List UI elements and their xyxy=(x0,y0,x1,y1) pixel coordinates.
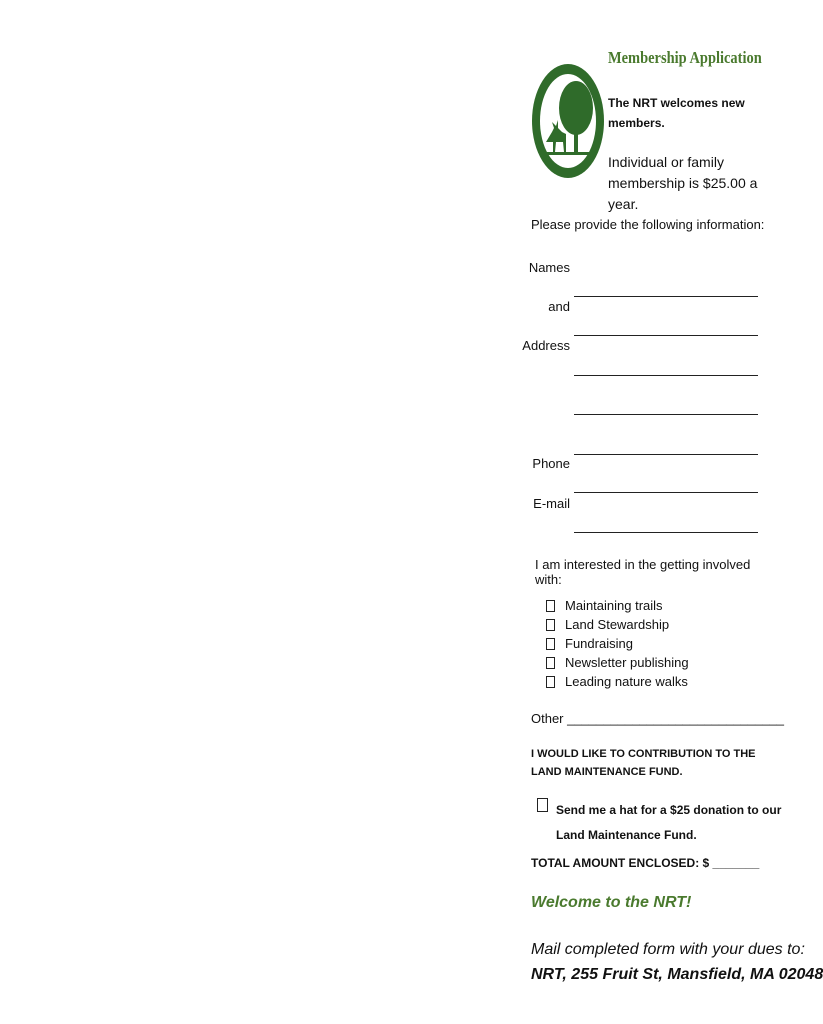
checkbox[interactable] xyxy=(546,638,555,650)
names-label: Names xyxy=(528,260,570,275)
interests-heading: I am interested in the getting involved with: xyxy=(535,557,751,587)
names-line-2[interactable] xyxy=(574,335,758,336)
address-label: Address xyxy=(522,338,570,353)
interest-option-label: Fundraising xyxy=(565,636,633,651)
mailing-address: NRT, 255 Fruit St, Mansfield, MA 02048 xyxy=(531,966,823,983)
other-interest-field[interactable]: Other ______________________________ xyxy=(531,711,785,726)
hat-donation-text-1: Send me a hat for a $25 donation to our xyxy=(556,803,782,817)
contribution-heading: I WOULD LIKE TO CONTRIBUTION TO THE LAND MAINTENANCE FUND. xyxy=(531,748,756,778)
checkbox[interactable] xyxy=(546,619,555,631)
checkbox[interactable] xyxy=(546,657,555,669)
interest-option[interactable] xyxy=(546,653,689,672)
interest-option-label: Leading nature walks xyxy=(565,674,688,689)
checkbox[interactable] xyxy=(546,600,555,612)
interest-option-label: Newsletter publishing xyxy=(565,655,689,670)
email-label: E-mail xyxy=(533,496,570,511)
welcome-text: The NRT welcomes new members. xyxy=(608,96,745,130)
address-line-1[interactable] xyxy=(574,375,758,376)
page-title: Membership Application xyxy=(608,48,762,67)
hat-donation-checkbox[interactable] xyxy=(537,798,548,812)
address-line-2[interactable] xyxy=(574,414,758,415)
address-line-3[interactable] xyxy=(574,454,758,455)
interest-option-label: Maintaining trails xyxy=(565,598,663,613)
mail-instruction: Mail completed form with your dues to: xyxy=(531,941,805,958)
total-amount-field[interactable]: TOTAL AMOUNT ENCLOSED: $ _______ xyxy=(531,856,760,870)
form-instruction: Please provide the following information: xyxy=(531,217,765,232)
checkbox[interactable] xyxy=(546,676,555,688)
phone-label: Phone xyxy=(532,456,570,471)
phone-line[interactable] xyxy=(574,492,758,493)
interest-option[interactable] xyxy=(546,615,669,634)
interest-option[interactable] xyxy=(546,596,663,615)
hat-donation-text-2: Land Maintenance Fund. xyxy=(556,828,697,842)
names-line-1[interactable] xyxy=(574,296,758,297)
nrt-seal-logo xyxy=(530,62,606,180)
welcome-closing: Welcome to the NRT! xyxy=(531,894,692,911)
email-line[interactable] xyxy=(574,532,758,533)
interest-option[interactable] xyxy=(546,672,688,691)
and-label: and xyxy=(548,299,570,314)
interest-option[interactable] xyxy=(546,634,633,653)
membership-fee-text: Individual or family membership is $25.00 a year. xyxy=(608,154,758,212)
interest-option-label: Land Stewardship xyxy=(565,617,670,632)
